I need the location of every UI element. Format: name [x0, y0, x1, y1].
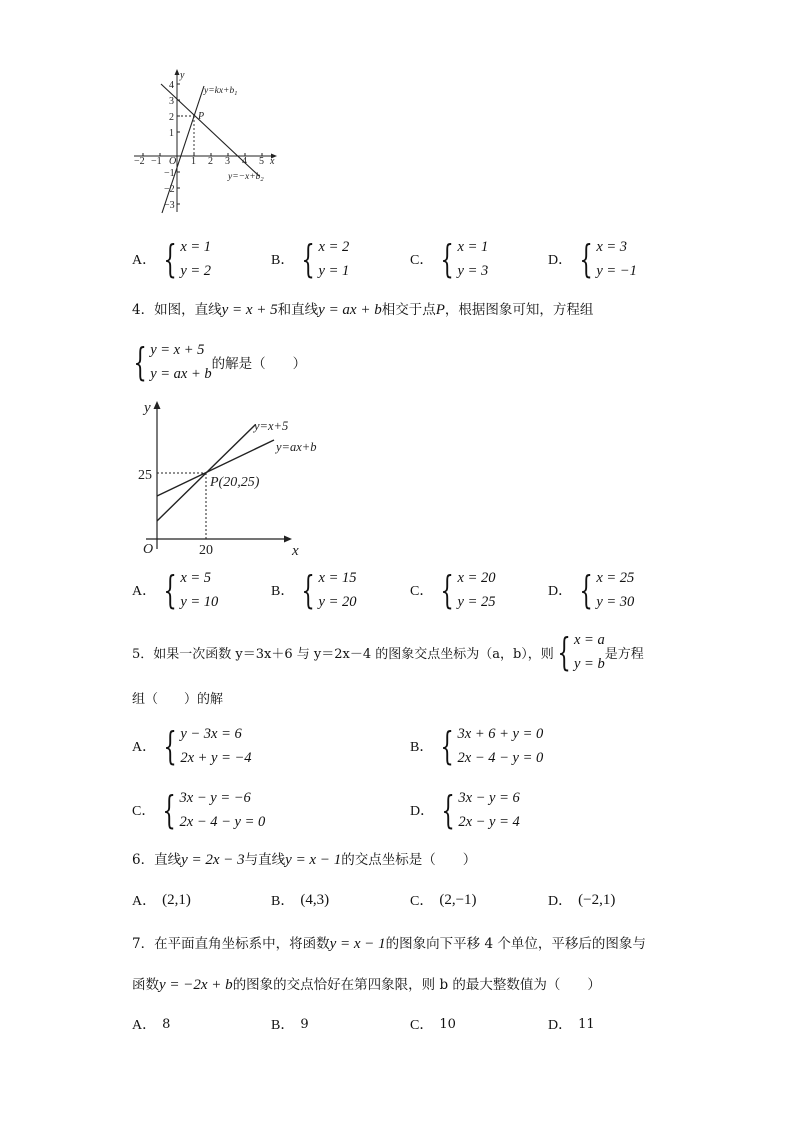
q7-lead: 7．在平面直角坐标系中，将函数	[132, 936, 330, 952]
q4-eq1: y = x + 5	[221, 302, 278, 318]
q7-option-b[interactable]	[271, 1014, 309, 1034]
sys-row: x = 5	[180, 570, 212, 586]
option-letter: A．	[132, 894, 157, 909]
option-value: (−2,1)	[578, 891, 616, 908]
option-letter: D．	[548, 253, 573, 268]
q4-mid: 和直线	[277, 302, 319, 318]
sys-row: x = 15	[318, 570, 357, 586]
option-letter: A．	[132, 740, 157, 755]
line1-label: y=x+5	[254, 419, 289, 433]
q6-option-c[interactable]	[410, 890, 477, 910]
q3-option-b[interactable]: B． { x = 2 y = 1	[271, 237, 350, 281]
q6-tail: 的交点坐标是（ ）	[341, 852, 477, 868]
x-tick-label: 1	[191, 156, 196, 167]
option-letter: D．	[548, 1018, 573, 1033]
line2-label: $y=-x+b_2$	[228, 172, 264, 183]
sys-row: y = 20	[318, 594, 357, 610]
y-axis-label: y	[144, 400, 151, 416]
q6-mid: 与直线	[244, 852, 286, 868]
q6-eq1: y = 2x − 3	[181, 852, 245, 868]
q7-tail1: 的图象向下平移 4 个单位，平移后的图象与	[385, 936, 646, 952]
option-value: 10	[439, 1016, 456, 1032]
option-letter: C．	[132, 804, 156, 819]
sys-row: x = a	[574, 632, 605, 648]
q3-option-d[interactable]: D． { x = 3 y = −1	[548, 237, 637, 281]
sys-row: y = x + 5	[150, 342, 205, 358]
option-letter: D．	[548, 894, 573, 909]
option-letter: D．	[410, 804, 435, 819]
q6-option-a[interactable]	[132, 890, 191, 910]
q7-lead2: 函数	[132, 977, 159, 993]
question-6-text	[132, 850, 476, 870]
x-tick-label: 3	[225, 156, 230, 167]
graph-kx-b1-and-neg-x-b2	[130, 66, 280, 218]
question-5-line2: 组（ ）的解	[132, 692, 224, 707]
q5-option-b[interactable]: B． { 3x + 6 + y = 0 2x − 4 − y = 0	[410, 724, 544, 768]
y-mark-label: 25	[138, 468, 152, 483]
q6-option-d[interactable]	[548, 890, 615, 910]
q4-system: { y = x + 5 y = ax + b 的解是（ ）	[133, 340, 307, 384]
sys-row: 2x − 4 − y = 0	[457, 750, 544, 766]
q3-option-a[interactable]: A． { x = 1 y = 2	[132, 237, 212, 281]
q6-option-b[interactable]	[271, 890, 329, 910]
option-letter: B．	[410, 740, 434, 755]
q4-option-c[interactable]: C． { x = 20 y = 25	[410, 568, 496, 612]
sys-row: x = 3	[596, 239, 628, 255]
x-axis-label: x	[292, 543, 299, 559]
option-letter: B．	[271, 584, 295, 599]
option-letter: C．	[410, 584, 434, 599]
q4-tail2: ，根据图象可知，方程组	[444, 302, 594, 318]
option-value: (2,1)	[162, 891, 191, 908]
q4-eq2: y = ax + b	[318, 302, 382, 318]
sys-row: y = 30	[596, 594, 635, 610]
point-p-label: P(20,25)	[210, 475, 260, 490]
question-4-text	[132, 300, 593, 320]
q7-tail2: 的图象的交点恰好在第四象限，则 b 的最大整数值为（ ）	[232, 977, 601, 993]
sys-row: y = b	[574, 656, 605, 672]
line2-label: y=ax+b	[276, 440, 317, 454]
q4-tail1: 相交于点	[381, 302, 436, 318]
option-value: (2,−1)	[439, 891, 477, 908]
option-value: (4,3)	[300, 891, 330, 908]
q4-point: P	[435, 302, 445, 318]
q5-option-c[interactable]: C． { 3x − y = −6 2x − 4 − y = 0	[132, 788, 266, 832]
q7-eq2: y = −2x + b	[159, 977, 233, 993]
line1-label: $y=kx+b_1$	[204, 86, 238, 97]
y-tick-label: −2	[164, 184, 175, 195]
q6-eq2: y = x − 1	[285, 852, 342, 868]
q7-option-c[interactable]	[410, 1014, 456, 1034]
x-tick-label: 2	[208, 156, 213, 167]
q4-option-b[interactable]: B． { x = 15 y = 20	[271, 568, 357, 612]
origin-label: O	[143, 542, 154, 557]
q7-option-d[interactable]	[548, 1014, 595, 1034]
q6-lead: 6．直线	[132, 852, 182, 868]
q7-eq1: y = x − 1	[329, 936, 386, 952]
y-tick-label: 2	[169, 112, 174, 123]
sys-row: x = 20	[457, 570, 496, 586]
q4-lead: 4．如图，直线	[132, 302, 222, 318]
sys-row: 2x − 4 − y = 0	[179, 814, 266, 830]
x-mark-label: 20	[199, 543, 213, 558]
q4-option-a[interactable]: A． { x = 5 y = 10	[132, 568, 219, 612]
q5-tail: 是方程	[604, 646, 644, 662]
sys-row: 2x + y = −4	[180, 750, 252, 766]
q5-option-a[interactable]: A． { y − 3x = 6 2x + y = −4	[132, 724, 252, 768]
y-tick-label: 3	[169, 96, 174, 107]
option-letter: A．	[132, 584, 157, 599]
question-5-line1: 5．如果一次函数 y＝3x＋6 与 y＝2x－4 的图象交点坐标为（a，b），则 { x = a y = b 是方程	[132, 630, 644, 674]
option-letter: D．	[548, 584, 573, 599]
sys-row: y = 1	[318, 263, 350, 279]
option-value: 8	[162, 1016, 171, 1032]
x-tick-label: −1	[151, 156, 162, 167]
option-letter: B．	[271, 894, 295, 909]
sys-row: y = 10	[180, 594, 219, 610]
y-axis-label: y	[180, 70, 185, 81]
x-tick-label: 4	[242, 156, 247, 167]
x-tick-label: 5	[259, 156, 264, 167]
sys-row: 2x − y = 4	[458, 814, 520, 830]
option-letter: A．	[132, 253, 157, 268]
sys-row: 3x − y = 6	[458, 790, 520, 806]
option-letter: B．	[271, 1018, 295, 1033]
y-tick-label: 4	[169, 80, 174, 91]
sys-row: x = 1	[457, 239, 489, 255]
sys-row: x = 2	[318, 239, 350, 255]
sys-row: y = −1	[596, 263, 637, 279]
sys-row: y = 3	[457, 263, 489, 279]
sys-row: y = 25	[457, 594, 496, 610]
sys-row: x = 1	[180, 239, 212, 255]
point-p-label: P	[198, 111, 205, 122]
sys-row: 3x + 6 + y = 0	[457, 726, 544, 742]
y-tick-label: −1	[164, 168, 175, 179]
x-axis-label: x	[270, 156, 275, 167]
y-tick-label: −3	[164, 200, 175, 211]
question-7-line2	[132, 975, 601, 995]
sys-row: 3x − y = −6	[179, 790, 251, 806]
option-letter: A．	[132, 1018, 157, 1033]
q7-option-a[interactable]	[132, 1014, 170, 1034]
option-value: 11	[578, 1016, 595, 1032]
sys-row: y − 3x = 6	[180, 726, 242, 742]
option-letter: B．	[271, 253, 295, 268]
q5-option-d[interactable]: D． { 3x − y = 6 2x − y = 4	[410, 788, 520, 832]
sys-row: x = 25	[596, 570, 635, 586]
sys-row: y = 2	[180, 263, 212, 279]
q3-option-c[interactable]: C． { x = 1 y = 3	[410, 237, 489, 281]
origin-label: O	[169, 156, 177, 167]
option-letter: C．	[410, 253, 434, 268]
sys-row: y = ax + b	[150, 366, 212, 382]
graph-x-plus-5-and-ax-b	[130, 392, 330, 560]
x-tick-label: −2	[134, 156, 145, 167]
q4-after: 的解是（ ）	[211, 356, 307, 372]
option-value: 9	[300, 1016, 309, 1032]
y-tick-label: 1	[169, 128, 174, 139]
option-letter: C．	[410, 894, 434, 909]
question-7-line1	[132, 934, 646, 954]
q4-option-d[interactable]: D． { x = 25 y = 30	[548, 568, 635, 612]
option-letter: C．	[410, 1018, 434, 1033]
q5-text: 5．如果一次函数 y＝3x＋6 与 y＝2x－4 的图象交点坐标为（a，b），则	[132, 646, 554, 662]
